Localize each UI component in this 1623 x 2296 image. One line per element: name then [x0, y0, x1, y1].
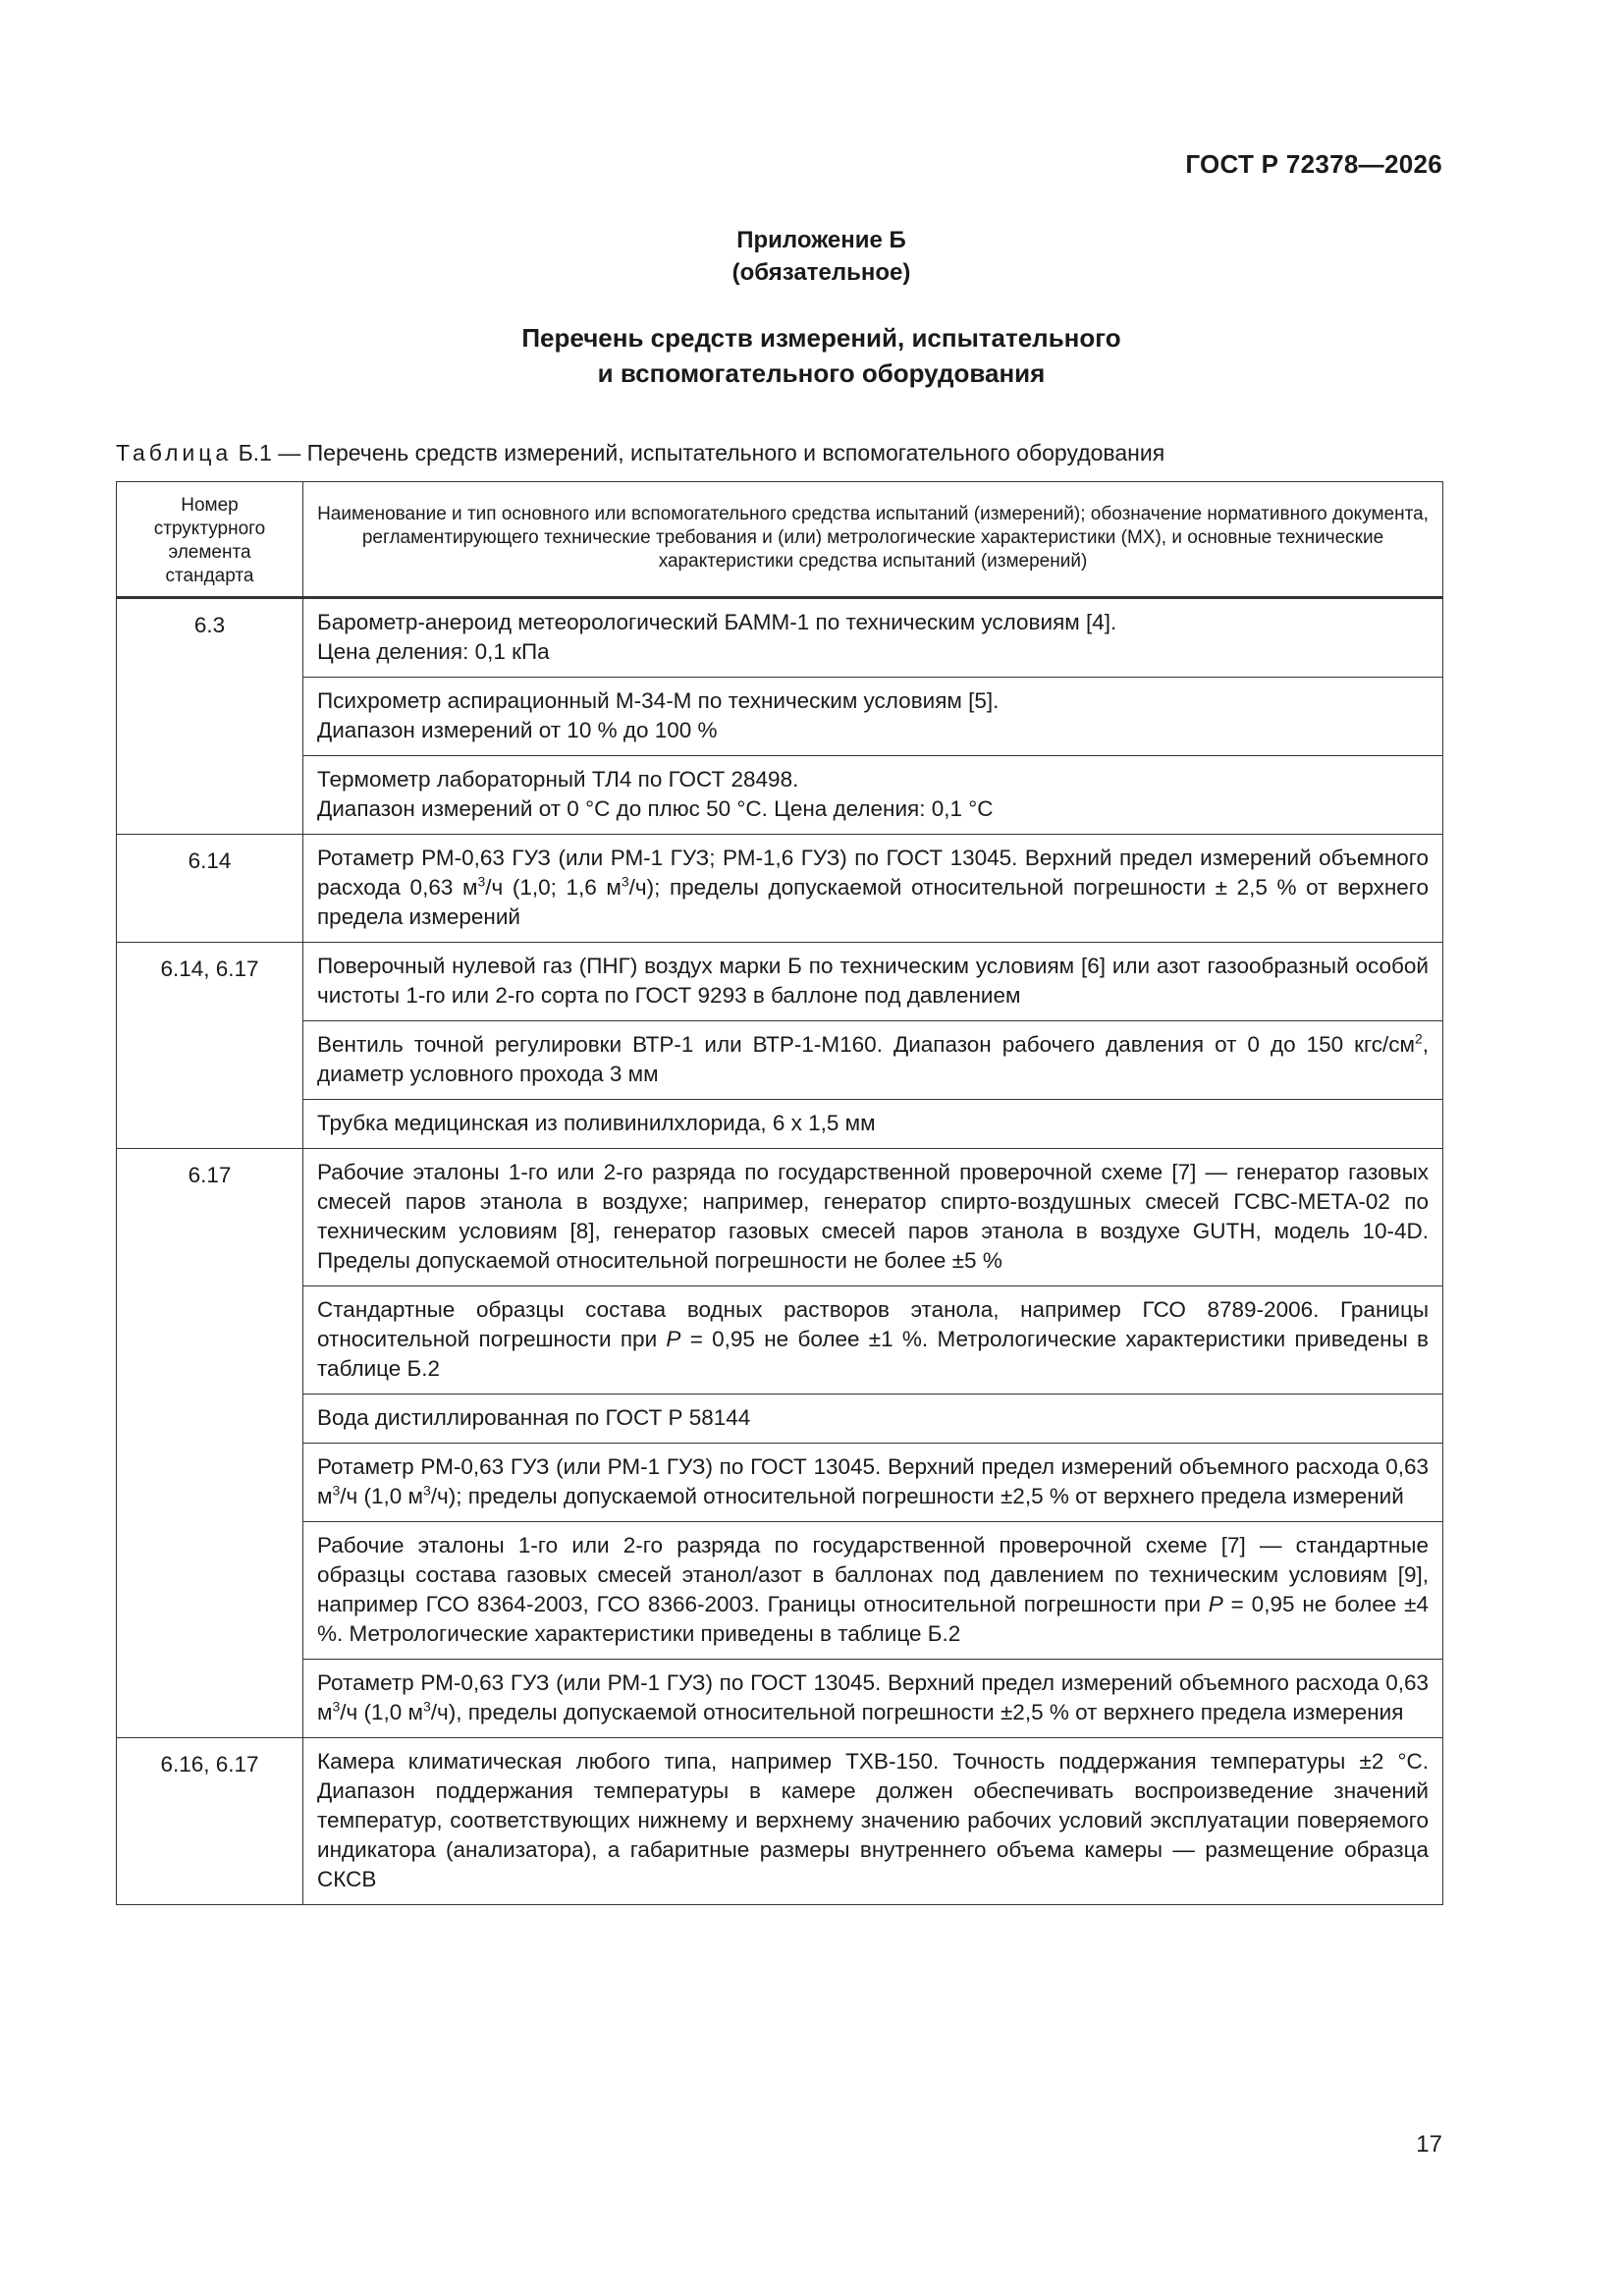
annex-title-line-2: и вспомогательного оборудования — [597, 358, 1046, 388]
text-segment: Цена деления: 0,1 кПа — [317, 639, 550, 664]
text-segment: , диаметр условного прохода 3 мм — [317, 1032, 1429, 1086]
text-segment: Диапазон измерений от 10 % до 100 % — [317, 718, 718, 742]
text-segment: Психрометр аспирационный М-34-М по техническим условиям [5]. — [317, 688, 1000, 713]
text-segment: Диапазон измерений от 0 °С до плюс 50 °С. Цена деления: 0,1 °С — [317, 796, 994, 821]
text-segment: Ротаметр РМ-0,63 ГУЗ (или РМ-1 ГУЗ) по ГОСТ 13045. Верхний предел измерений объемного расхода 0,63 м — [317, 1454, 1429, 1508]
text-segment: Стандартные образцы состава водных растворов этанола, например ГСО 8789-2006. Границы относительной погрешности при — [317, 1297, 1429, 1351]
equipment-description-cell — [303, 1444, 1443, 1522]
text-segment: Термометр лабораторный ТЛ4 по ГОСТ 28498. — [317, 767, 799, 792]
element-number-cell: 6.14 — [117, 835, 303, 943]
column-header-element-number: Номер структурного элемента стандарта — [117, 482, 303, 598]
table-row — [117, 1394, 1443, 1444]
superscript: 3 — [621, 873, 629, 890]
element-number-cell: 6.16, 6.17 — [117, 1738, 303, 1905]
page-number: 17 — [1416, 2131, 1442, 2158]
superscript: 3 — [332, 1482, 341, 1499]
superscript: 3 — [332, 1698, 341, 1715]
italic-symbol: P — [666, 1327, 681, 1351]
equipment-description-cell — [303, 1100, 1443, 1149]
superscript: 2 — [1414, 1030, 1423, 1047]
element-number-cell: 6.17 — [117, 1149, 303, 1738]
table-row — [117, 835, 1443, 943]
table-row — [117, 756, 1443, 835]
equipment-table — [116, 481, 1443, 1905]
table-row — [117, 1149, 1443, 1286]
equipment-description-cell — [303, 1149, 1443, 1286]
text-segment: Рабочие эталоны 1-го или 2-го разряда по государственной проверочной схеме [7] — стандартные образцы состава газовых смесей этанол/азот в баллонах под давлением по техническим условиям [9], например ГСО 8364-2003, ГСО 8366-2003. Границы относительной погрешности при — [317, 1533, 1429, 1616]
equipment-description-cell — [303, 1021, 1443, 1100]
table-row — [117, 1738, 1443, 1905]
equipment-description-cell — [303, 1394, 1443, 1444]
equipment-description-cell — [303, 756, 1443, 835]
element-number-cell: 6.14, 6.17 — [117, 943, 303, 1149]
document-code: ГОСТ Р 72378—2026 — [1185, 149, 1442, 179]
annex-title — [0, 320, 1623, 391]
text-segment: Вентиль точной регулировки ВТР-1 или ВТР-1-М160. Диапазон рабочего давления от 0 до 150 кгс/см — [317, 1032, 1415, 1057]
text-segment: /ч (1,0 м — [340, 1484, 423, 1508]
table-row — [117, 1444, 1443, 1522]
text-segment: = 0,95 не более ±4 %. Метрологические характеристики приведены в таблице Б.2 — [317, 1592, 1429, 1646]
equipment-description-cell — [303, 1522, 1443, 1660]
equipment-description-cell — [303, 1286, 1443, 1394]
equipment-description-cell — [303, 678, 1443, 756]
table-row — [117, 678, 1443, 756]
text-segment: = 0,95 не более ±1 %. Метрологические характеристики приведены в таблице Б.2 — [317, 1327, 1429, 1381]
text-segment: Поверочный нулевой газ (ПНГ) воздух марки Б по техническим условиям [6] или азот газообразный особой чистоты 1-го или 2-го сорта по ГОСТ 9293 в баллоне под давлением — [317, 954, 1429, 1008]
text-segment: Ротаметр РМ-0,63 ГУЗ (или РМ-1 ГУЗ; РМ-1,6 ГУЗ) по ГОСТ 13045. Верхний предел измерений объемного расхода 0,63 м — [317, 846, 1429, 900]
table-body — [117, 598, 1443, 1905]
table-header-row — [117, 482, 1443, 598]
table-caption — [116, 440, 1164, 466]
superscript: 3 — [477, 873, 486, 890]
italic-symbol: P — [1208, 1592, 1223, 1616]
equipment-description-cell — [303, 1660, 1443, 1738]
text-segment: /ч (1,0 м — [340, 1700, 423, 1724]
annex-status: (обязательное) — [731, 259, 911, 286]
text-segment: Камера климатическая любого типа, например ТХВ-150. Точность поддержания температуры ±2 °С. Диапазон поддержания температуры в камере должен обеспечивать воспроизведение значений температур, соответствующих нижнему и верхнему значению рабочих условий эксплуатации поверяемого индикатора (анализатора), а габаритные размеры внутреннего объема камеры — размещение образца СКСВ — [317, 1749, 1429, 1891]
equipment-description-cell — [303, 1738, 1443, 1905]
text-segment: /ч (1,0; 1,6 м — [485, 875, 622, 900]
text-segment: /ч); пределы допускаемой относительной погрешности ±2,5 % от верхнего предела измерений — [430, 1484, 1404, 1508]
table-row — [117, 1100, 1443, 1149]
superscript: 3 — [422, 1698, 431, 1715]
text-segment: Вода дистиллированная по ГОСТ Р 58144 — [317, 1405, 751, 1430]
annex-title-line-1: Перечень средств измерений, испытательного — [521, 323, 1121, 353]
table-caption-text: Б.1 — Перечень средств измерений, испытательного и вспомогательного оборудования — [232, 440, 1165, 465]
table-row — [117, 598, 1443, 678]
table-row — [117, 1660, 1443, 1738]
annex-heading — [0, 224, 1623, 289]
equipment-description-cell — [303, 943, 1443, 1021]
column-header-equipment: Наименование и тип основного или вспомогательного средства испытаний (измерений); обозначение нормативного документа, регламентирующего технические требования и (или) метрологические характеристики (МХ), и основные технические характеристики средства испытаний (измерений) — [303, 482, 1443, 598]
text-segment: /ч), пределы допускаемой относительной погрешности ±2,5 % от верхнего предела измерения — [430, 1700, 1404, 1724]
text-segment: Трубка медицинская из поливинилхлорида, 6 х 1,5 мм — [317, 1111, 876, 1135]
annex-label: Приложение Б — [736, 227, 906, 253]
text-segment: /ч); пределы допускаемой относительной погрешности ± 2,5 % от верхнего предела измерений — [317, 875, 1429, 929]
table-row — [117, 1286, 1443, 1394]
table-row — [117, 1021, 1443, 1100]
text-segment: Ротаметр РМ-0,63 ГУЗ (или РМ-1 ГУЗ) по ГОСТ 13045. Верхний предел измерений объемного расхода 0,63 м — [317, 1670, 1429, 1724]
table-row — [117, 1522, 1443, 1660]
element-number-cell: 6.3 — [117, 598, 303, 835]
equipment-description-cell — [303, 835, 1443, 943]
text-segment: Рабочие эталоны 1-го или 2-го разряда по государственной проверочной схеме [7] — генератор газовых смесей паров этанола в воздухе; например, генератор спирто-воздушных смесей ГСВС-МЕТА-02 по техническим условиям [8], генератор газовых смесей паров этанола в воздухе GUTH, модель 10-4D. Пределы допускаемой относительной погрешности не более ±5 % — [317, 1160, 1429, 1273]
table-row — [117, 943, 1443, 1021]
text-segment: Барометр-анероид метеорологический БАММ-1 по техническим условиям [4]. — [317, 610, 1117, 634]
superscript: 3 — [422, 1482, 431, 1499]
table-caption-prefix: Таблица — [116, 440, 233, 465]
equipment-description-cell — [303, 598, 1443, 678]
